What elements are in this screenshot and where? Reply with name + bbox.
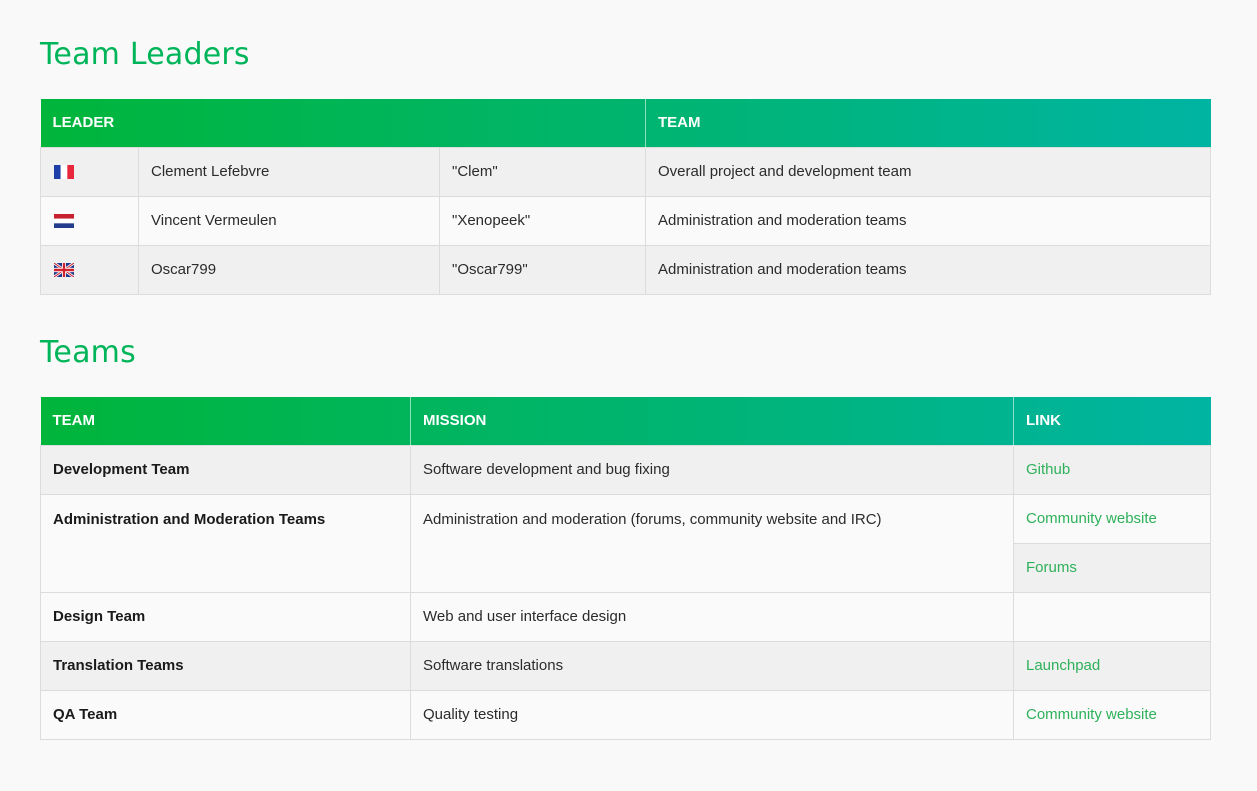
teams-title: Teams xyxy=(40,335,136,370)
leader-team: Overall project and development team xyxy=(646,147,1211,196)
community-website-link[interactable]: Community website xyxy=(1026,510,1157,527)
team-link-cell xyxy=(1014,543,1211,592)
team-name: Administration and Moderation Teams xyxy=(41,494,411,592)
flag-france-icon xyxy=(54,165,74,179)
team-row xyxy=(41,690,1211,739)
leader-nickname: "Xenopeek" xyxy=(440,196,646,245)
leader-team: Administration and moderation teams xyxy=(646,196,1211,245)
team-mission: Software development and bug fixing xyxy=(411,445,1014,494)
flag-cell xyxy=(41,196,139,245)
team-link-cell xyxy=(1014,641,1211,690)
team-row xyxy=(41,494,1211,543)
leader-row xyxy=(41,147,1211,196)
flag-cell xyxy=(41,147,139,196)
mission-column-header: MISSION xyxy=(411,397,1014,445)
teams-table xyxy=(40,397,1211,740)
team-name: Translation Teams xyxy=(41,641,411,690)
leader-nickname: "Oscar799" xyxy=(440,245,646,294)
team-name: Development Team xyxy=(41,445,411,494)
team-column-header: TEAM xyxy=(658,114,701,132)
leader-nickname: "Clem" xyxy=(440,147,646,196)
leader-team: Administration and moderation teams xyxy=(646,245,1211,294)
team-name: Design Team xyxy=(41,592,411,641)
leader-name: Clement Lefebvre xyxy=(139,147,440,196)
flag-netherlands-icon xyxy=(54,214,74,228)
team-row xyxy=(41,641,1211,690)
github-link[interactable]: Github xyxy=(1026,461,1071,478)
flag-cell xyxy=(41,245,139,294)
leader-row xyxy=(41,245,1211,294)
team-name: QA Team xyxy=(41,690,411,739)
leader-name: Oscar799 xyxy=(139,245,440,294)
team-leaders-table xyxy=(40,99,1211,295)
community-website-link[interactable]: Community website xyxy=(1026,706,1157,723)
team-link-cell xyxy=(1014,592,1211,641)
flag-uk-icon xyxy=(54,263,74,277)
team-column-header: TEAM xyxy=(41,397,411,445)
team-mission: Administration and moderation (forums, community website and IRC) xyxy=(411,494,1014,592)
leader-row xyxy=(41,196,1211,245)
team-row xyxy=(41,445,1211,494)
leader-name: Vincent Vermeulen xyxy=(139,196,440,245)
leaders-header-row xyxy=(41,99,1211,147)
team-link-cell xyxy=(1014,690,1211,739)
link-column-header: LINK xyxy=(1026,412,1061,430)
team-link-cell xyxy=(1014,494,1211,543)
teams-header-row xyxy=(41,397,1211,445)
team-mission: Web and user interface design xyxy=(411,592,1014,641)
team-link-cell xyxy=(1014,445,1211,494)
team-leaders-title: Team Leaders xyxy=(40,37,250,72)
leader-column-header: LEADER xyxy=(41,99,646,147)
team-mission: Quality testing xyxy=(411,690,1014,739)
team-row xyxy=(41,592,1211,641)
forums-link[interactable]: Forums xyxy=(1026,559,1077,576)
launchpad-link[interactable]: Launchpad xyxy=(1026,657,1101,674)
team-mission: Software translations xyxy=(411,641,1014,690)
